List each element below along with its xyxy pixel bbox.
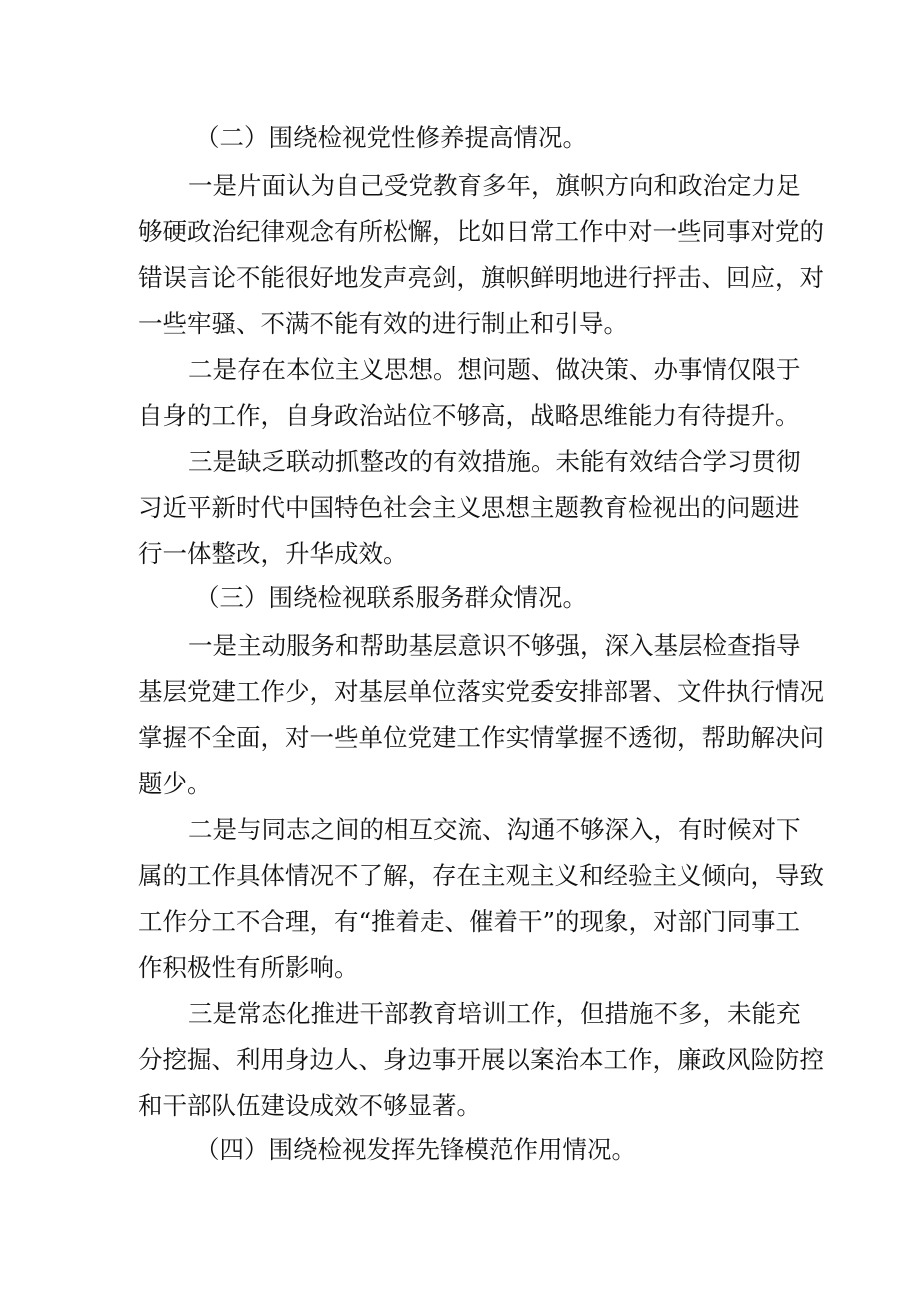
section-2-p2-line-2: 自身的工作，自身政治站位不够高，战略思维能力有待提升。 xyxy=(138,401,800,430)
section-3-p1-line-2: 基层党建工作少，对基层单位落实党委安排部署、文件执行情况 xyxy=(138,677,824,706)
section-2-p1-line-2: 够硬政治纪律观念有所松懈，比如日常工作中对一些同事对党的 xyxy=(138,217,824,246)
section-2-p3-line-1: 三是缺乏联动抓整改的有效措施。未能有效结合学习贯彻 xyxy=(188,447,801,476)
section-3-p1-line-3: 掌握不全面，对一些单位党建工作实情掌握不透彻，帮助解决问 xyxy=(138,723,824,752)
section-2-p3-line-2: 习近平新时代中国特色社会主义思想主题教育检视出的问题进 xyxy=(138,493,800,522)
section-2-heading: （二）围绕检视党性修养提高情况。 xyxy=(195,123,587,152)
section-2-p1-line-1: 一是片面认为自己受党教育多年，旗帜方向和政治定力足 xyxy=(188,171,801,200)
section-2-p3-line-3: 行一体整改，升华成效。 xyxy=(138,539,408,568)
section-2-p1-line-3: 错误言论不能很好地发声亮剑，旗帜鲜明地进行抨击、回应，对 xyxy=(138,263,824,292)
section-2-p2-line-1: 二是存在本位主义思想。想问题、做决策、办事情仅限于 xyxy=(188,355,801,384)
section-3-p1-line-1: 一是主动服务和帮助基层意识不够强，深入基层检查指导 xyxy=(188,631,801,660)
section-4-heading: （四）围绕检视发挥先锋模范作用情况。 xyxy=(195,1135,636,1164)
section-2-p1-line-4: 一些牢骚、不满不能有效的进行制止和引导。 xyxy=(138,309,628,338)
section-3-p2-line-4: 作积极性有所影响。 xyxy=(138,953,359,982)
section-3-p3-line-1: 三是常态化推进干部教育培训工作，但措施不多，未能充 xyxy=(188,999,801,1028)
section-3-p1-line-4: 题少。 xyxy=(138,769,212,798)
section-3-p3-line-2: 分挖掘、利用身边人、身边事开展以案治本工作，廉政风险防控 xyxy=(138,1045,824,1074)
section-3-p3-line-3: 和干部队伍建设成效不够显著。 xyxy=(138,1091,481,1120)
section-3-p2-line-2: 属的工作具体情况不了解，存在主观主义和经验主义倾向，导致 xyxy=(138,861,824,890)
section-3-heading: （三）围绕检视联系服务群众情况。 xyxy=(195,583,587,612)
section-3-p2-line-1: 二是与同志之间的相互交流、沟通不够深入，有时候对下 xyxy=(188,815,801,844)
section-3-p2-line-3: 工作分工不合理，有“推着走、催着干”的现象，对部门同事工 xyxy=(138,907,801,936)
